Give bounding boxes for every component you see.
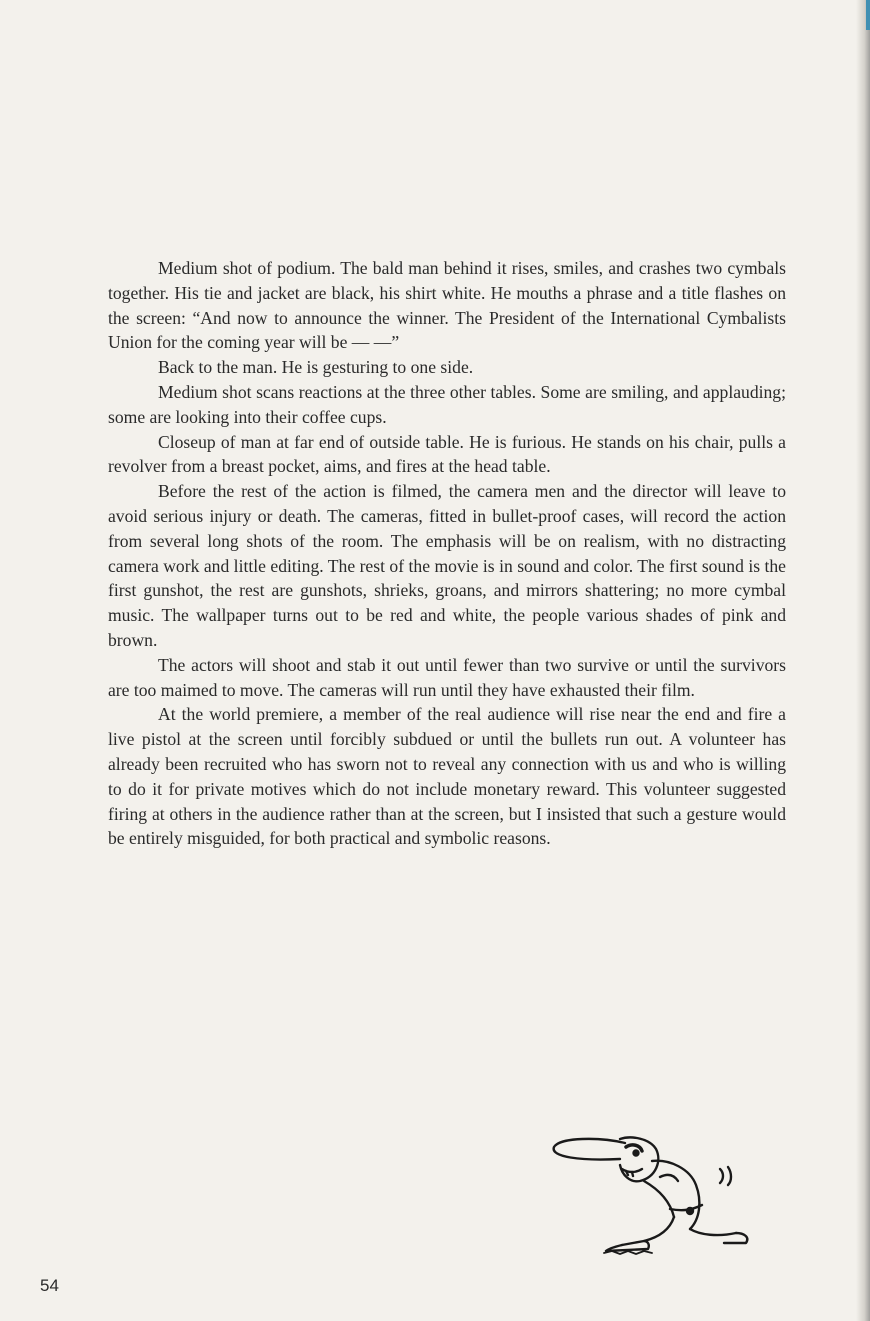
page-number: 54 <box>40 1276 59 1295</box>
paragraph-3: Medium shot scans reactions at the three other tables. Some are smiling, and applauding; some are looking into their coffee cups. <box>108 381 786 427</box>
cartoon-figure-pointing-icon <box>540 1125 770 1265</box>
paragraph-6: The actors will shoot and stab it out until fewer than two survive or until the survivors are too maimed to move. The cameras will run until they have exhausted their film. <box>108 654 786 700</box>
page-edge-shadow <box>856 0 870 1321</box>
paragraph-1: Medium shot of podium. The bald man behind it rises, smiles, and crashes two cymbals together. His tie and jacket are black, his shirt white. He mouths a phrase and a title flashes on the screen: “And now to announce the winner. The President of the International Cymbalists Union for the coming year will be — —” <box>108 258 786 353</box>
paragraph-4: Closeup of man at far end of outside table. He is furious. He stands on his chair, pulls a revolver from a breast pocket, aims, and fires at the head table. <box>108 431 786 477</box>
paragraph-5: Before the rest of the action is filmed, the camera men and the director will leave to avoid serious injury or death. The cameras, fitted in bullet-proof cases, will record the action from several long shots of the room. The emphasis will be on realism, with no distracting camera work and little editing. The rest of the movie is in sound and color. The first sound is the first gunshot, the rest are gunshots, shrieks, groans, and mirrors shattering; no more cymbal music. The wallpaper turns out to be red and white, the people various shades of pink and brown. <box>108 481 786 650</box>
body-text <box>108 256 786 851</box>
page-edge-accent <box>866 0 870 30</box>
paragraph-7: At the world premiere, a member of the real audience will rise near the end and fire a live pistol at the screen until forcibly subdued or until the bullets run out. A volunteer has already been recruited who has sworn not to reveal any connection with us and who is willing to do it for private motives which do not include monetary reward. This volunteer suggested firing at others in the audience rather than at the screen, but I insisted that such a gesture would be entirely misguided, for both practical and symbolic reasons. <box>108 704 786 849</box>
paragraph-2: Back to the man. He is gesturing to one side. <box>158 357 474 378</box>
